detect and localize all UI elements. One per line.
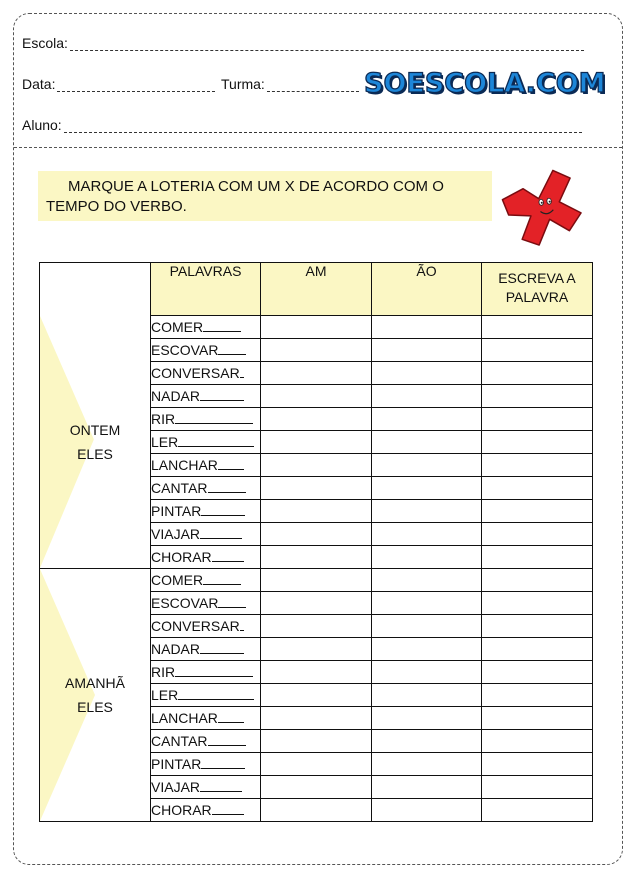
word-label: RIR	[151, 411, 176, 427]
word-cell	[151, 523, 261, 546]
ao-cell[interactable]	[372, 362, 482, 385]
escola-line	[22, 31, 584, 51]
turma-line	[221, 72, 359, 92]
data-field[interactable]	[57, 79, 215, 92]
am-cell[interactable]	[261, 569, 372, 592]
word-underline	[201, 514, 245, 516]
header-divider	[14, 147, 622, 148]
escreva-cell[interactable]	[482, 523, 593, 546]
word-underline	[218, 606, 246, 608]
word-cell	[151, 730, 261, 753]
am-cell[interactable]	[261, 385, 372, 408]
data-label: Data:	[22, 76, 56, 92]
ao-cell[interactable]	[372, 339, 482, 362]
word-label: LANCHAR	[151, 710, 218, 726]
word-cell	[151, 408, 261, 431]
word-cell	[151, 477, 261, 500]
ao-cell[interactable]	[372, 316, 482, 339]
word-underline	[175, 675, 253, 677]
escreva-cell[interactable]	[482, 776, 593, 799]
word-cell	[151, 592, 261, 615]
word-cell	[151, 546, 261, 569]
group-label-line2: ELES	[77, 699, 113, 715]
word-cell	[151, 661, 261, 684]
word-label: VIAJAR	[151, 526, 201, 542]
am-cell[interactable]	[261, 661, 372, 684]
word-label: NADAR	[151, 388, 201, 404]
word-underline	[178, 698, 254, 700]
word-underline	[201, 767, 245, 769]
escreva-cell[interactable]	[482, 730, 593, 753]
word-cell	[151, 799, 261, 822]
word-label: CHORAR	[151, 549, 212, 565]
word-label: LANCHAR	[151, 457, 218, 473]
am-cell[interactable]	[261, 707, 372, 730]
escreva-cell[interactable]	[482, 661, 593, 684]
ao-cell[interactable]	[372, 385, 482, 408]
escreva-cell[interactable]	[482, 638, 593, 661]
word-label: CONVERSAR	[151, 618, 240, 634]
am-cell[interactable]	[261, 546, 372, 569]
ao-cell[interactable]	[372, 569, 482, 592]
group-label-cell	[40, 569, 151, 822]
word-label: LER	[151, 434, 179, 450]
ao-cell[interactable]	[372, 546, 482, 569]
corner-cell	[40, 263, 151, 316]
word-underline	[200, 399, 244, 401]
escreva-cell[interactable]	[482, 799, 593, 822]
word-label: VIAJAR	[151, 779, 201, 795]
word-underline	[203, 330, 241, 332]
word-cell	[151, 385, 261, 408]
word-label: CANTAR	[151, 733, 208, 749]
ao-cell[interactable]	[372, 776, 482, 799]
word-label: ESCOVAR	[151, 342, 219, 358]
ao-cell[interactable]	[372, 730, 482, 753]
instruction-text: MARQUE A LOTERIA COM UM X DE ACORDO COM O TEMPO DO VERBO.	[46, 178, 444, 215]
escreva-cell[interactable]	[482, 339, 593, 362]
word-cell	[151, 684, 261, 707]
word-underline	[208, 744, 246, 746]
escola-label: Escola:	[22, 35, 68, 51]
table-header-row	[40, 263, 593, 316]
table-row	[40, 316, 593, 339]
escreva-cell[interactable]	[482, 707, 593, 730]
group-label-line2: ELES	[77, 446, 113, 462]
am-cell[interactable]	[261, 799, 372, 822]
word-underline	[218, 353, 246, 355]
escreva-cell[interactable]	[482, 592, 593, 615]
header-palavras: PALAVRAS	[151, 263, 261, 316]
ao-cell[interactable]	[372, 661, 482, 684]
escreva-cell[interactable]	[482, 684, 593, 707]
am-cell[interactable]	[261, 776, 372, 799]
word-label: CHORAR	[151, 802, 212, 818]
escreva-cell[interactable]	[482, 569, 593, 592]
word-underline	[200, 790, 242, 792]
word-underline	[212, 560, 244, 562]
header-escreva-palavra	[482, 263, 593, 316]
turma-label: Turma:	[221, 76, 265, 92]
group-label	[40, 418, 150, 466]
ao-cell[interactable]	[372, 707, 482, 730]
word-cell	[151, 753, 261, 776]
ao-cell[interactable]	[372, 615, 482, 638]
word-cell	[151, 431, 261, 454]
escreva-cell[interactable]	[482, 546, 593, 569]
ao-cell[interactable]	[372, 753, 482, 776]
am-cell[interactable]	[261, 684, 372, 707]
word-underline	[178, 445, 254, 447]
word-label: COMER	[151, 319, 204, 335]
word-cell	[151, 638, 261, 661]
table-row	[40, 569, 593, 592]
group-label-line1: AMANHÃ	[65, 675, 125, 691]
word-cell	[151, 707, 261, 730]
group-label-line1: ONTEM	[69, 422, 121, 438]
word-cell	[151, 569, 261, 592]
word-label: RIR	[151, 664, 176, 680]
word-label: NADAR	[151, 641, 201, 657]
am-cell[interactable]	[261, 454, 372, 477]
am-cell[interactable]	[261, 638, 372, 661]
escreva-cell[interactable]	[482, 362, 593, 385]
word-cell	[151, 454, 261, 477]
word-label: CONVERSAR	[151, 365, 240, 381]
aluno-field[interactable]	[64, 120, 582, 133]
am-cell[interactable]	[261, 523, 372, 546]
word-underline	[240, 629, 244, 631]
ao-cell[interactable]	[372, 523, 482, 546]
escreva-cell[interactable]	[482, 385, 593, 408]
escreva-cell[interactable]	[482, 316, 593, 339]
am-cell[interactable]	[261, 592, 372, 615]
ao-cell[interactable]	[372, 454, 482, 477]
escreva-cell[interactable]	[482, 500, 593, 523]
word-underline	[240, 376, 244, 378]
am-cell[interactable]	[261, 408, 372, 431]
verb-tense-table	[39, 262, 593, 822]
am-cell[interactable]	[261, 615, 372, 638]
am-cell[interactable]	[261, 477, 372, 500]
word-cell	[151, 339, 261, 362]
word-label: PINTAR	[151, 756, 202, 772]
ao-cell[interactable]	[372, 799, 482, 822]
group-label-cell	[40, 316, 151, 569]
word-cell	[151, 500, 261, 523]
word-label: COMER	[151, 572, 204, 588]
instruction-box	[38, 171, 492, 221]
header-am: AM	[261, 263, 372, 316]
group-label	[40, 671, 150, 719]
am-cell[interactable]	[261, 339, 372, 362]
word-underline	[203, 583, 241, 585]
word-cell	[151, 776, 261, 799]
escreva-cell[interactable]	[482, 431, 593, 454]
escreva-cell[interactable]	[482, 615, 593, 638]
header-ao: ÃO	[372, 263, 482, 316]
red-x-character-icon	[496, 168, 592, 248]
escreva-cell[interactable]	[482, 753, 593, 776]
header-escreva-line2: PALAVRA	[505, 289, 569, 305]
ao-cell[interactable]	[372, 431, 482, 454]
word-label: PINTAR	[151, 503, 202, 519]
aluno-label: Aluno:	[22, 117, 62, 133]
word-cell	[151, 362, 261, 385]
word-underline	[175, 422, 253, 424]
am-cell[interactable]	[261, 431, 372, 454]
escola-field[interactable]	[70, 38, 584, 51]
word-cell	[151, 615, 261, 638]
data-line	[22, 72, 215, 92]
am-cell[interactable]	[261, 753, 372, 776]
ao-cell[interactable]	[372, 592, 482, 615]
aluno-line	[22, 113, 582, 133]
ao-cell[interactable]	[372, 477, 482, 500]
word-underline	[218, 721, 244, 723]
turma-field[interactable]	[267, 79, 359, 92]
ao-cell[interactable]	[372, 408, 482, 431]
ao-cell[interactable]	[372, 500, 482, 523]
word-cell	[151, 316, 261, 339]
escreva-cell[interactable]	[482, 454, 593, 477]
ao-cell[interactable]	[372, 684, 482, 707]
am-cell[interactable]	[261, 730, 372, 753]
soescola-logo: SOESCOLA.COM	[364, 68, 606, 99]
am-cell[interactable]	[261, 500, 372, 523]
word-label: ESCOVAR	[151, 595, 219, 611]
ao-cell[interactable]	[372, 638, 482, 661]
word-underline	[212, 813, 244, 815]
am-cell[interactable]	[261, 362, 372, 385]
escreva-cell[interactable]	[482, 408, 593, 431]
word-underline	[200, 537, 242, 539]
word-underline	[200, 652, 244, 654]
word-underline	[218, 468, 244, 470]
escreva-cell[interactable]	[482, 477, 593, 500]
word-underline	[208, 491, 246, 493]
am-cell[interactable]	[261, 316, 372, 339]
word-label: CANTAR	[151, 480, 208, 496]
word-label: LER	[151, 687, 179, 703]
header-escreva-line1: ESCREVA A	[498, 270, 576, 286]
